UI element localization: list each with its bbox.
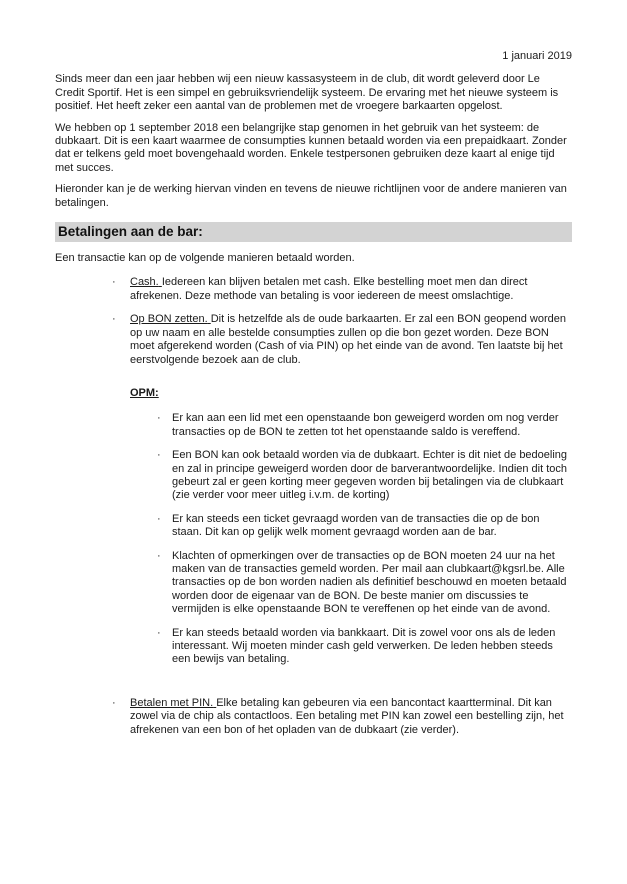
bullet-icon: ·	[157, 412, 161, 425]
opm-heading	[55, 387, 572, 400]
bullet-icon: ·	[157, 626, 161, 639]
bullet-icon: ·	[112, 696, 116, 709]
opm-list-item-5	[55, 627, 572, 667]
list-item-text: Een BON kan ook betaald worden via de dubkaart. Echter is dit niet de bedoeling en zal in principe geweigerd worden door de barverantwoordelijke. Indien dit toch gebeurt zal er geen korting meer gegeven worden bij betalingen via de clubkaart (zie verder voor meer uitleg i.v.m. de korting)	[172, 449, 568, 502]
opm-list-item-3	[55, 513, 572, 540]
list-item-text: Er kan steeds betaald worden via bankkaart. Dit is zowel voor ons als de leden interessant. Wij moeten minder cash geld verwerken. De leden hebben steeds een bewijs van betaling.	[172, 626, 556, 666]
list-item-lead: Op BON zetten.	[130, 313, 208, 326]
list-item-text: Er kan steeds een ticket gevraagd worden van de transacties die op de bon staan. Dit kan op gelijk welk moment gevraagd worden aan de bar.	[172, 512, 540, 539]
list-item-text: Klachten of opmerkingen over de transacties op de BON moeten 24 uur na het maken van de transacties gemeld worden. Per mail aan clubkaart@kgsrl.be. Alle transacties op de bon worden nadien als definitief beschouwd en moeten betaald worden door de eigenaar van de BON. De beste manier om discussies te vermijden is elke openstaande BON te vereffenen op het einde van de avond.	[172, 549, 567, 616]
opm-list-item-4	[55, 550, 572, 617]
bullet-icon: ·	[112, 313, 116, 326]
bullet-icon: ·	[157, 449, 161, 462]
section-heading: Betalingen aan de bar:	[55, 222, 572, 242]
opm-heading-label: OPM:	[130, 386, 159, 399]
bullet-icon: ·	[157, 512, 161, 525]
list-item-pin	[55, 697, 572, 737]
list-item-text: Iedereen kan blijven betalen met cash. Elke bestelling moet men dan direct afrekenen. Deze methode van betaling is voor iedereen de meest omslachtige.	[130, 276, 528, 302]
intro-paragraph-2: We hebben op 1 september 2018 een belangrijke stap genomen in het gebruik van het systeem: de dubkaart. Dit is een kaart waarmee de consumpties kunnen betaald worden via een prepaidkaart. Zonder dat er telkens geld moet bovengehaald worden. Enkele testpersonen gebruiken deze kaart al enige tijd met succes.	[55, 121, 567, 174]
list-item-text: Elke betaling kan gebeuren via een bancontact kaartterminal. Dit kan zowel via de chip als contactloos. Een betaling met PIN kan zowel een bestelling zijn, het afrekenen van een bon of het opladen van de dubkaart (zie verder).	[130, 696, 564, 736]
list-item-text: Er kan aan een lid met een openstaande bon geweigerd worden om nog verder transacties op de BON te zetten tot het openstaande saldo is vereffend.	[172, 412, 559, 438]
intro-paragraph-3: Hieronder kan je de werking hiervan vinden en tevens de nieuwe richtlijnen voor de andere manieren van betalingen.	[55, 183, 567, 209]
document-date: 1 januari 2019	[502, 50, 572, 62]
bullet-icon: ·	[157, 549, 161, 562]
opm-list-item-2	[55, 449, 572, 503]
section-lead-paragraph: Een transactie kan op de volgende manieren betaald worden.	[55, 252, 355, 265]
intro-paragraph-1: Sinds meer dan een jaar hebben wij een nieuw kassasysteem in de club, dit wordt geleverd door Le Credit Sportif. Het is een simpel en gebruiksvriendelijk systeem. De ervaring met het nieuwe systeem is positief. Het heeft zeker een aantal van de problemen met de vroegere barkaarten opgelost.	[55, 73, 559, 113]
list-item-lead: Betalen met PIN.	[130, 696, 214, 709]
list-item-content	[130, 313, 572, 367]
bullet-icon: ·	[112, 276, 116, 289]
list-item-content	[130, 697, 572, 737]
list-item-text: Dit is hetzelfde als de oude barkaarten. Er zal een BON geopend worden op uw naam en alle bestelde consumpties zullen op die bon gezet worden. Deze BON moet afgerekend worden (Cash of via PIN) op het einde van de avond. Ten laatste bij het eerstvolgende bezoek aan de club.	[130, 313, 566, 366]
opm-list-item-1	[55, 412, 572, 439]
list-item-content	[130, 276, 572, 303]
list-item-bon	[55, 313, 572, 367]
list-item-cash	[55, 276, 572, 303]
list-item-lead: Cash.	[130, 276, 159, 289]
